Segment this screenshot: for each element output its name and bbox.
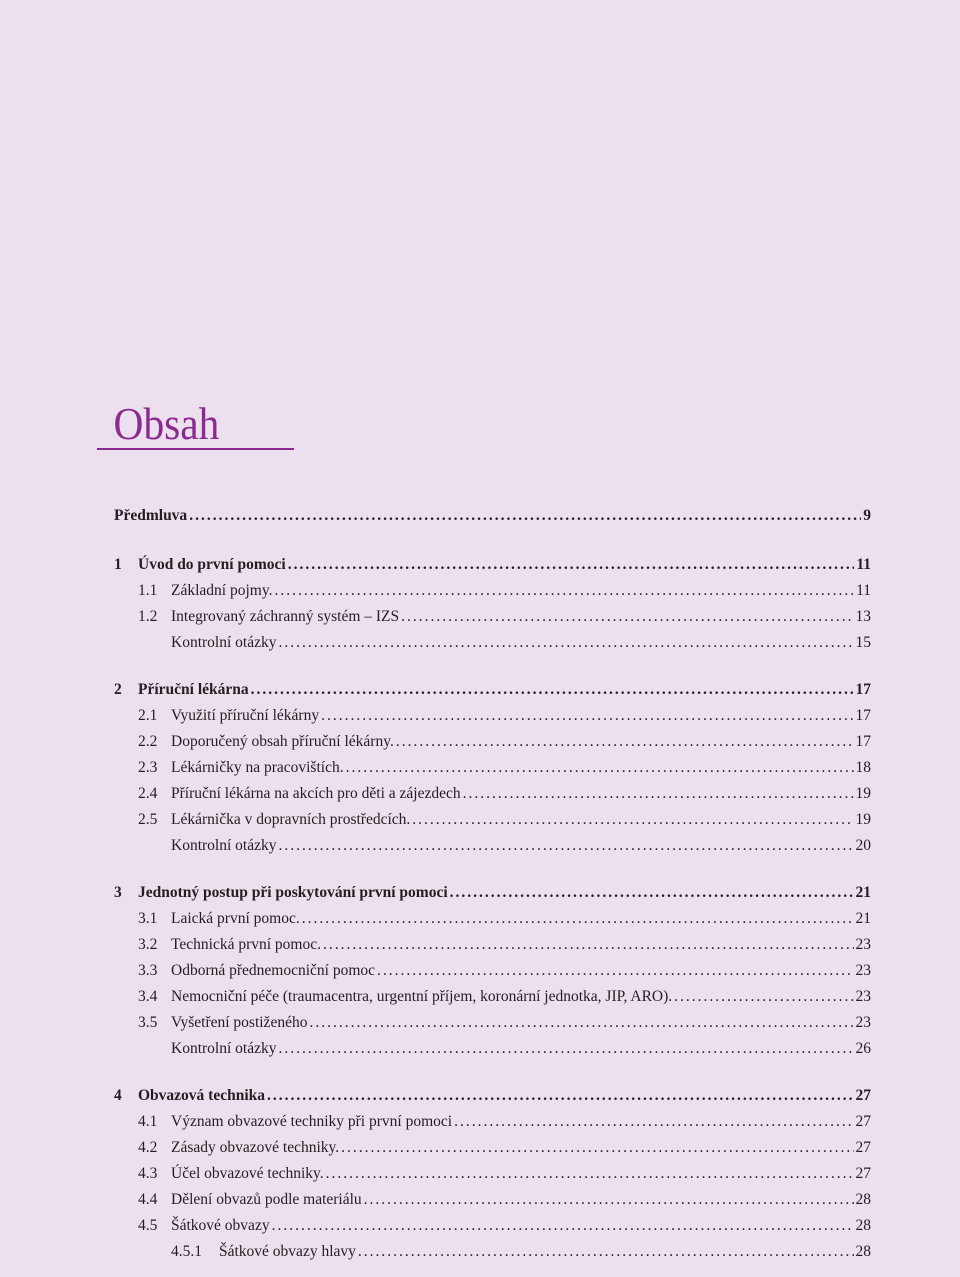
toc-entry-page-number: 28 [855,1191,871,1208]
toc-entry[interactable] [114,882,871,904]
dot-leader [278,632,853,654]
toc-entry-number: 2.2 [138,733,158,750]
toc-entry[interactable] [114,705,871,727]
toc-entry-number: 3.5 [138,1014,158,1031]
toc-entry-page-number: 28 [855,1217,871,1234]
dot-leader [674,986,853,1008]
toc-entry-page-number: 27 [855,1139,871,1156]
toc-entry-number: 2.1 [138,707,158,724]
toc-entry-label: Základní pojmy. [171,582,273,599]
toc-entry[interactable] [114,1111,871,1133]
toc-entry[interactable] [114,934,871,956]
toc-entry-number: 4.3 [138,1165,158,1182]
toc-entry[interactable] [114,986,871,1008]
dot-leader [358,1241,854,1263]
dot-leader [401,606,853,628]
dot-leader [309,1012,853,1034]
toc-entry-page-number: 27 [855,1113,871,1130]
dot-leader [267,1085,853,1107]
dot-leader [454,1111,853,1133]
toc-entry-page-number: 20 [855,837,871,854]
toc-entry-label: Předmluva [114,507,188,524]
toc-entry-number: 2.5 [138,811,158,828]
toc-entry-label: Šátkové obvazy [171,1217,270,1234]
dot-leader [288,554,855,576]
toc-entry-page-number: 26 [855,1040,871,1057]
toc-entry-label: Příruční lékárna na akcích pro děti a zájezdech [171,785,461,802]
toc-entry-page-number: 17 [855,733,871,750]
toc-entry[interactable] [114,908,871,930]
toc-entry-page-number: 11 [856,582,871,599]
dot-leader [302,908,854,930]
toc-entry-number: 3.1 [138,910,158,927]
dot-leader [323,934,854,956]
toc-entry-page-number: 23 [855,988,871,1005]
toc-entry[interactable] [114,1137,871,1159]
toc-entry-label: Nemocniční péče (traumacentra, urgentní příjem, koronární jednotka, JIP, ARO). [171,988,673,1005]
toc-entry-number: 1.2 [138,608,158,625]
toc-entry-label: Laická první pomoc. [171,910,300,927]
toc-entry-label: Doporučený obsah příruční lékárny. [171,733,394,750]
toc-entry[interactable] [114,1038,871,1060]
toc-entry[interactable] [114,1189,871,1211]
toc-entry-page-number: 17 [855,707,871,724]
toc-entry[interactable] [114,757,871,779]
dot-leader [412,809,853,831]
toc-entry-label: Kontrolní otázky [171,634,277,651]
toc-entry-label: Dělení obvazů podle materiálu [171,1191,362,1208]
dot-leader [346,757,854,779]
dot-leader [463,783,854,805]
toc-entry-page-number: 18 [855,759,871,776]
toc-entry-number: 3 [114,884,122,901]
toc-entry-label: Šátkové obvazy hlavy [219,1243,356,1260]
toc-entry-page-number: 11 [856,556,871,573]
toc-entry-page-number: 27 [855,1087,871,1104]
toc-entry-label: Význam obvazové techniky při první pomoci [171,1113,453,1130]
dot-leader [341,1137,853,1159]
toc-entry-label: Odborná přednemocniční pomoc [171,962,376,979]
toc-entry[interactable] [114,554,871,576]
toc-entry-page-number: 27 [855,1165,871,1182]
toc-entry-page-number: 21 [855,910,871,927]
toc-entry-page-number: 21 [855,884,871,901]
toc-entry-page-number: 17 [855,681,871,698]
toc-entry-label: Vyšetření postiženého [171,1014,308,1031]
toc-entry-number: 3.2 [138,936,158,953]
toc-entry-number: 4 [114,1087,122,1104]
toc-entry[interactable] [114,835,871,857]
toc-entry[interactable] [114,1215,871,1237]
dot-leader [278,1038,853,1060]
toc-entry[interactable] [114,809,871,831]
toc-entry-page-number: 28 [855,1243,871,1260]
toc-entry[interactable] [114,632,871,654]
toc-entry[interactable] [114,580,871,602]
toc-entry-label: Lékárničky na pracovištích. [171,759,344,776]
toc-entry-page-number: 23 [855,1014,871,1031]
dot-leader [396,731,854,753]
toc-entry-number: 4.5.1 [171,1243,202,1260]
toc-entry-number: 3.3 [138,962,158,979]
toc-entry-number: 4.1 [138,1113,158,1130]
toc-entry-label: Kontrolní otázky [171,837,277,854]
toc-entry-label: Kontrolní otázky [171,1040,277,1057]
toc-entry[interactable] [114,679,871,701]
toc-entry-label: Účel obvazové techniky. [171,1165,324,1182]
toc-entry-label: Zásady obvazové techniky. [171,1139,340,1156]
toc-entry-number: 1.1 [138,582,158,599]
toc-entry[interactable] [114,731,871,753]
toc-entry-number: 2.4 [138,785,158,802]
toc-entry[interactable] [114,783,871,805]
toc-entry-page-number: 13 [855,608,871,625]
page-title: Obsah [113,399,220,449]
toc-entry-page-number: 19 [855,785,871,802]
toc-entry-label: Příruční lékárna [138,681,249,698]
toc-entry[interactable] [114,1085,871,1107]
toc-entry[interactable] [114,606,871,628]
toc-entry-number: 3.4 [138,988,158,1005]
toc-entry-label: Jednotný postup při poskytování první pomoci [138,884,448,901]
toc-entry[interactable] [114,1163,871,1185]
toc-entry-number: 2 [114,681,122,698]
dot-leader [326,1163,854,1185]
toc-entry-label: Úvod do první pomoci [138,556,286,573]
toc-entry-label: Technická první pomoc. [171,936,321,953]
toc-entry-label: Lékárnička v dopravních prostředcích. [171,811,411,828]
dot-leader [272,1215,854,1237]
dot-leader [278,835,853,857]
toc-entry-label: Využití příruční lékárny [171,707,320,724]
dot-leader [377,960,853,982]
toc-entry-page-number: 15 [855,634,871,651]
dot-leader [189,505,861,527]
dot-leader [364,1189,854,1211]
toc-entry[interactable] [114,960,871,982]
toc-entry-number: 4.4 [138,1191,158,1208]
toc-entry[interactable] [114,1012,871,1034]
toc-entry-label: Integrovaný záchranný systém – IZS [171,608,400,625]
toc-entry[interactable] [114,505,871,527]
toc-entry-label: Obvazová technika [138,1087,266,1104]
toc-entry-page-number: 23 [855,962,871,979]
dot-leader [450,882,854,904]
toc-entry[interactable] [114,1241,871,1263]
dot-leader [251,679,854,701]
toc-entry-page-number: 9 [863,507,871,524]
page-title-block [97,396,294,450]
toc-entry-number: 1 [114,556,122,573]
toc-entry-number: 4.5 [138,1217,158,1234]
dot-leader [321,705,853,727]
toc-entry-number: 4.2 [138,1139,158,1156]
toc-entry-page-number: 19 [855,811,871,828]
dot-leader [274,580,854,602]
toc-entry-number: 2.3 [138,759,158,776]
toc-entry-page-number: 23 [855,936,871,953]
